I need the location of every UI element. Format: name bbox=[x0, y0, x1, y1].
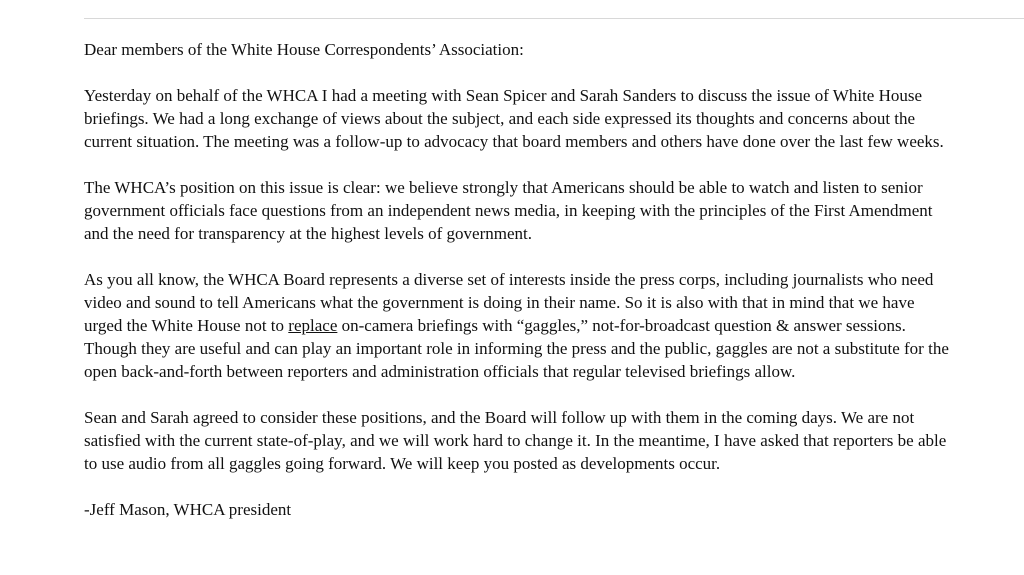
paragraph-position: The WHCA’s position on this issue is clear: we believe strongly that Americans should be able to watch and listen to senior government officials face questions from an independent news media, in keeping with the principles of the First Amendment and the need for transparency at the highest levels of government. bbox=[84, 178, 933, 243]
paragraph-meeting: Yesterday on behalf of the WHCA I had a meeting with Sean Spicer and Sarah Sanders to discuss the issue of White House briefings. We had a long exchange of views about the subject, and each side expressed its thoughts and concerns about the current situation. The meeting was a follow-up to advocacy that board members and others have done over the last few weeks. bbox=[84, 86, 944, 151]
letter-salutation: Dear members of the White House Correspondents’ Association: bbox=[84, 40, 524, 59]
paragraph-followup: Sean and Sarah agreed to consider these positions, and the Board will follow up with them in the coming days. We are not satisfied with the current state-of-play, and we will work hard to change it. In the meantime, I have asked that reporters be able to use audio from all gaggles going forward. We will keep you posted as developments occur. bbox=[84, 408, 947, 473]
underlined-word-replace: replace bbox=[288, 316, 338, 335]
letter-signature: -Jeff Mason, WHCA president bbox=[84, 500, 292, 519]
letter-body bbox=[84, 38, 954, 544]
paragraph-board-text-start: As you all know, the WHCA Board represents a diverse set of interests inside the press corps, including journalists who need video and sound to tell Americans what the government is doing in their name. So it is also with that in mind that we have urged the White House not to bbox=[84, 270, 934, 335]
top-divider bbox=[84, 18, 1024, 19]
paragraph-board bbox=[84, 268, 954, 383]
paragraph-board-text-end: on-camera briefings with “gaggles,” not-for-broadcast question & answer sessions. Though they are useful and can play an important role in informing the press and the public, gaggles are not a substitute for the open back-and-forth between reporters and administration officials that regular televised briefings allow. bbox=[84, 316, 949, 381]
